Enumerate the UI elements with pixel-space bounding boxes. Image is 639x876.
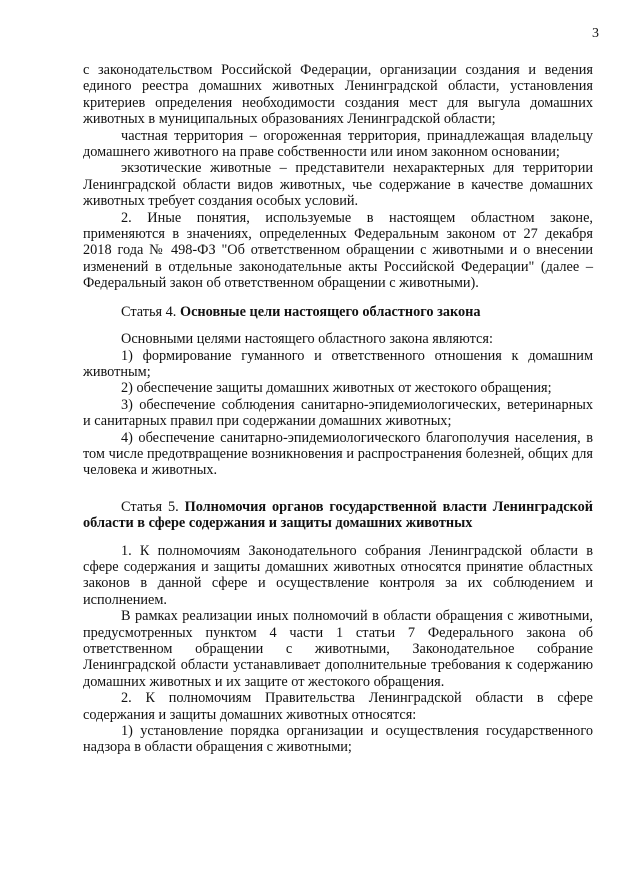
paragraph: частная территория – огороженная территория, принадлежащая владельцу домашнего животного на праве собственности или ином законном основании; [83,127,593,161]
paragraph: 2. Иные понятия, используемые в настоящем областном законе, применяются в значениях, определенных Федеральным законом от 27 декабря 2018 года № 498-ФЗ "Об ответственном обращении с животными и о внесении изменений в отдельные законодательные акты Российской Федерации" (далее – Федеральный закон об ответственном обращении с животными). [83,209,593,292]
list-item: 3) обеспечение соблюдения санитарно-эпидемиологических, ветеринарных и санитарных правил при содержании домашних животных; [83,396,593,430]
article-4-heading [83,304,593,320]
list-item: 1) формирование гуманного и ответственного отношения к домашним животным; [83,347,593,380]
paragraph: В рамках реализации иных полномочий в области обращения с животными, предусмотренных пунктом 4 части 1 статьи 7 Федерального закона об ответственном обращении с животными, Законодательное собрание Ленинградской области устанавливает дополнительные требования к содержанию домашних животных и их защите от жестокого обращения. [83,608,593,690]
list-item: 4) обеспечение санитарно-эпидемиологического благополучия населения, в том числе предотвращение возникновения и распространения болезней, общих для человека и животных. [83,429,593,479]
article-5-prefix: Статья 5. [121,498,185,515]
list-item: 2) обеспечение защиты домашних животных от жестокого обращения; [121,380,552,397]
spacer [83,479,593,487]
paragraph: Основными целями настоящего областного закона являются: [121,331,493,348]
article-4-prefix: Статья 4. [121,303,180,320]
paragraph: экзотические животные – представители нехарактерных для территории Ленинградской области видов животных, чье содержание в качестве домашних животных требует создания особых условий. [83,160,593,210]
paragraph: с законодательством Российской Федерации, организации создания и ведения единого реестра домашних животных Ленинградской области, установления критериев определения необходимости создания мест для выгула домашних животных в муниципальных образованиях Ленинградской области; [83,62,593,128]
paragraph: 2. К полномочиям Правительства Ленинградской области в сфере содержания и защиты домашних животных относятся: [83,690,593,723]
article-4-title: Основные цели настоящего областного закона [179,303,481,320]
article-5-title: Полномочия органов государственной власти Ленинградской области в сфере содержания и защиты домашних животных [83,498,593,532]
list-item: 1) установление порядка организации и осуществления государственного надзора в области обращения с животными; [83,723,593,756]
page-number: 3 [592,26,599,41]
paragraph: 1. К полномочиям Законодательного собрания Ленинградской области в сфере содержания и защиты домашних животных относятся принятие областных законов в данной сфере и осуществление контроля за их соблюдением и исполнением. [83,542,593,608]
article-5-heading [83,499,593,532]
